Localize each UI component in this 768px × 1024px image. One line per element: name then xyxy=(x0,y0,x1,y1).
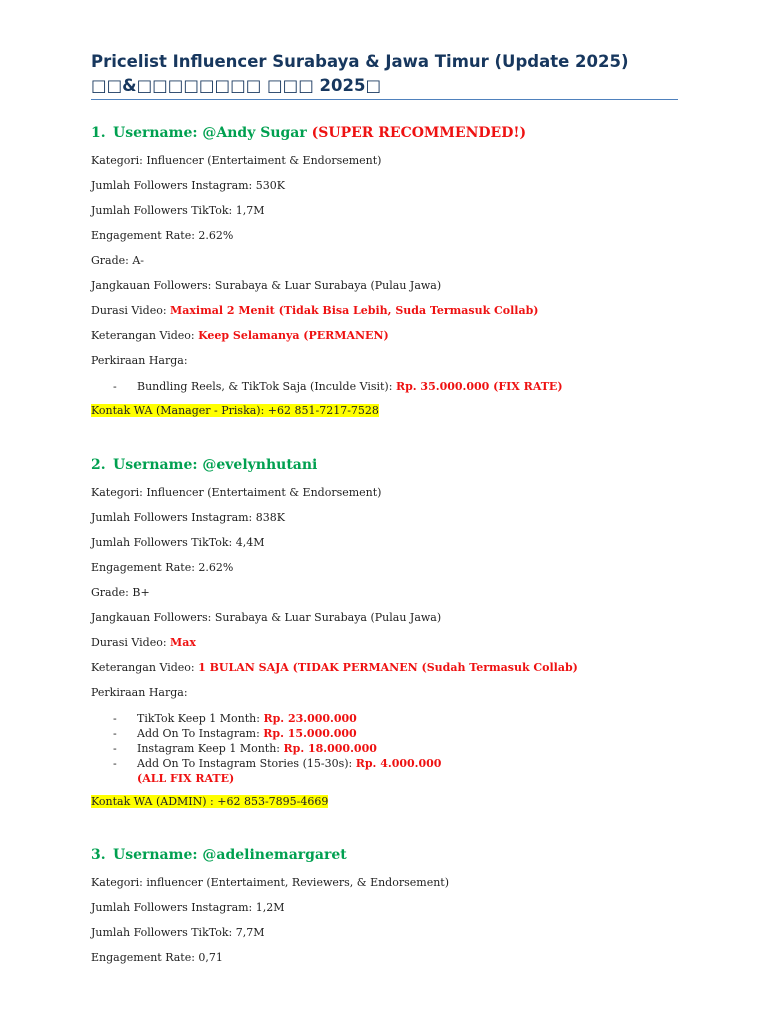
influencer-heading xyxy=(91,455,691,475)
engagement-rate: Engagement Rate: 2.62% xyxy=(91,229,234,242)
list-item xyxy=(91,379,691,394)
bullet-dash: - xyxy=(113,712,117,725)
durasi-label: Durasi Video: xyxy=(91,304,167,317)
price-item: Add On To Instagram Stories (15-30s): xyxy=(137,757,353,770)
list-number: 1. xyxy=(91,125,106,141)
price-value: Rp. 4.000.000 xyxy=(355,757,442,770)
page-subtitle: □□&□□□□□□□□ □□□ 2025□ xyxy=(91,76,382,95)
bullet-dash: - xyxy=(113,727,117,740)
username-label: Username: @Andy Sugar xyxy=(113,125,307,141)
price-item: Instagram Keep 1 Month: xyxy=(137,742,280,755)
price-item: TikTok Keep 1 Month: xyxy=(137,712,260,725)
engagement-rate: Engagement Rate: 2.62% xyxy=(91,561,234,574)
price-value: Rp. 18.000.000 xyxy=(283,742,377,755)
price-note: (ALL FIX RATE) xyxy=(137,772,235,785)
page-title: Pricelist Influencer Surabaya & Jawa Timur (Update 2025) xyxy=(91,52,629,71)
list-number: 2. xyxy=(91,457,106,473)
influencer-heading xyxy=(91,845,691,865)
ig-followers: Jumlah Followers Instagram: 530K xyxy=(91,179,285,192)
price-list xyxy=(91,379,691,394)
durasi-video xyxy=(91,304,691,318)
contact-wa xyxy=(91,404,691,418)
reach: Jangkauan Followers: Surabaya & Luar Surabaya (Pulau Jawa) xyxy=(91,279,442,292)
recommended-badge: (SUPER RECOMMENDED!) xyxy=(311,125,527,141)
username-label: Username: @evelynhutani xyxy=(113,457,318,473)
keterangan-video xyxy=(91,661,691,675)
influencer-section-3 xyxy=(91,845,691,965)
bullet-dash: - xyxy=(113,742,117,755)
keterangan-label: Keterangan Video: xyxy=(91,329,195,342)
list-item xyxy=(91,711,691,726)
keterangan-video xyxy=(91,329,691,343)
contact-highlight: Kontak WA (ADMIN) : +62 853-7895-4669 xyxy=(91,795,329,808)
list-item xyxy=(91,756,691,771)
kategori: Kategori: Influencer (Entertaiment & Endorsement) xyxy=(91,154,382,167)
bullet-dash: - xyxy=(113,380,117,393)
list-item xyxy=(91,726,691,741)
perkiraan-harga: Perkiraan Harga: xyxy=(91,686,188,699)
durasi-video xyxy=(91,636,691,650)
tiktok-followers: Jumlah Followers TikTok: 4,4M xyxy=(91,536,265,549)
kategori: Kategori: influencer (Entertaiment, Reviewers, & Endorsement) xyxy=(91,876,449,889)
contact-wa xyxy=(91,795,691,809)
reach: Jangkauan Followers: Surabaya & Luar Surabaya (Pulau Jawa) xyxy=(91,611,442,624)
keterangan-label: Keterangan Video: xyxy=(91,661,195,674)
durasi-value: Max xyxy=(170,636,196,649)
ig-followers: Jumlah Followers Instagram: 838K xyxy=(91,511,285,524)
durasi-label: Durasi Video: xyxy=(91,636,167,649)
contact-highlight: Kontak WA (Manager - Priska): +62 851-7217-7528 xyxy=(91,404,379,417)
price-value: Rp. 15.000.000 xyxy=(263,727,357,740)
durasi-value: Maximal 2 Menit (Tidak Bisa Lebih, Suda Termasuk Collab) xyxy=(170,304,539,317)
keterangan-value: 1 BULAN SAJA (TIDAK PERMANEN (Sudah Termasuk Collab) xyxy=(198,661,578,674)
title-block xyxy=(91,50,681,98)
engagement-rate: Engagement Rate: 0,71 xyxy=(91,951,223,964)
influencer-section-1 xyxy=(91,123,691,418)
tiktok-followers: Jumlah Followers TikTok: 7,7M xyxy=(91,926,265,939)
influencer-section-2 xyxy=(91,455,691,809)
grade: Grade: B+ xyxy=(91,586,150,599)
kategori: Kategori: Influencer (Entertaiment & Endorsement) xyxy=(91,486,382,499)
price-item: Add On To Instagram: xyxy=(137,727,260,740)
username-label: Username: @adelinemargaret xyxy=(113,847,347,863)
ig-followers: Jumlah Followers Instagram: 1,2M xyxy=(91,901,285,914)
tiktok-followers: Jumlah Followers TikTok: 1,7M xyxy=(91,204,265,217)
price-value: Rp. 23.000.000 xyxy=(263,712,357,725)
list-item xyxy=(91,741,691,756)
price-item: Bundling Reels, & TikTok Saja (Inculde Visit): xyxy=(137,380,393,393)
bullet-dash: - xyxy=(113,757,117,770)
title-divider xyxy=(91,99,678,100)
perkiraan-harga: Perkiraan Harga: xyxy=(91,354,188,367)
price-list xyxy=(91,711,691,771)
influencer-heading xyxy=(91,123,691,143)
keterangan-value: Keep Selamanya (PERMANEN) xyxy=(198,329,389,342)
list-number: 3. xyxy=(91,847,106,863)
price-value: Rp. 35.000.000 (FIX RATE) xyxy=(395,380,563,393)
grade: Grade: A- xyxy=(91,254,145,267)
